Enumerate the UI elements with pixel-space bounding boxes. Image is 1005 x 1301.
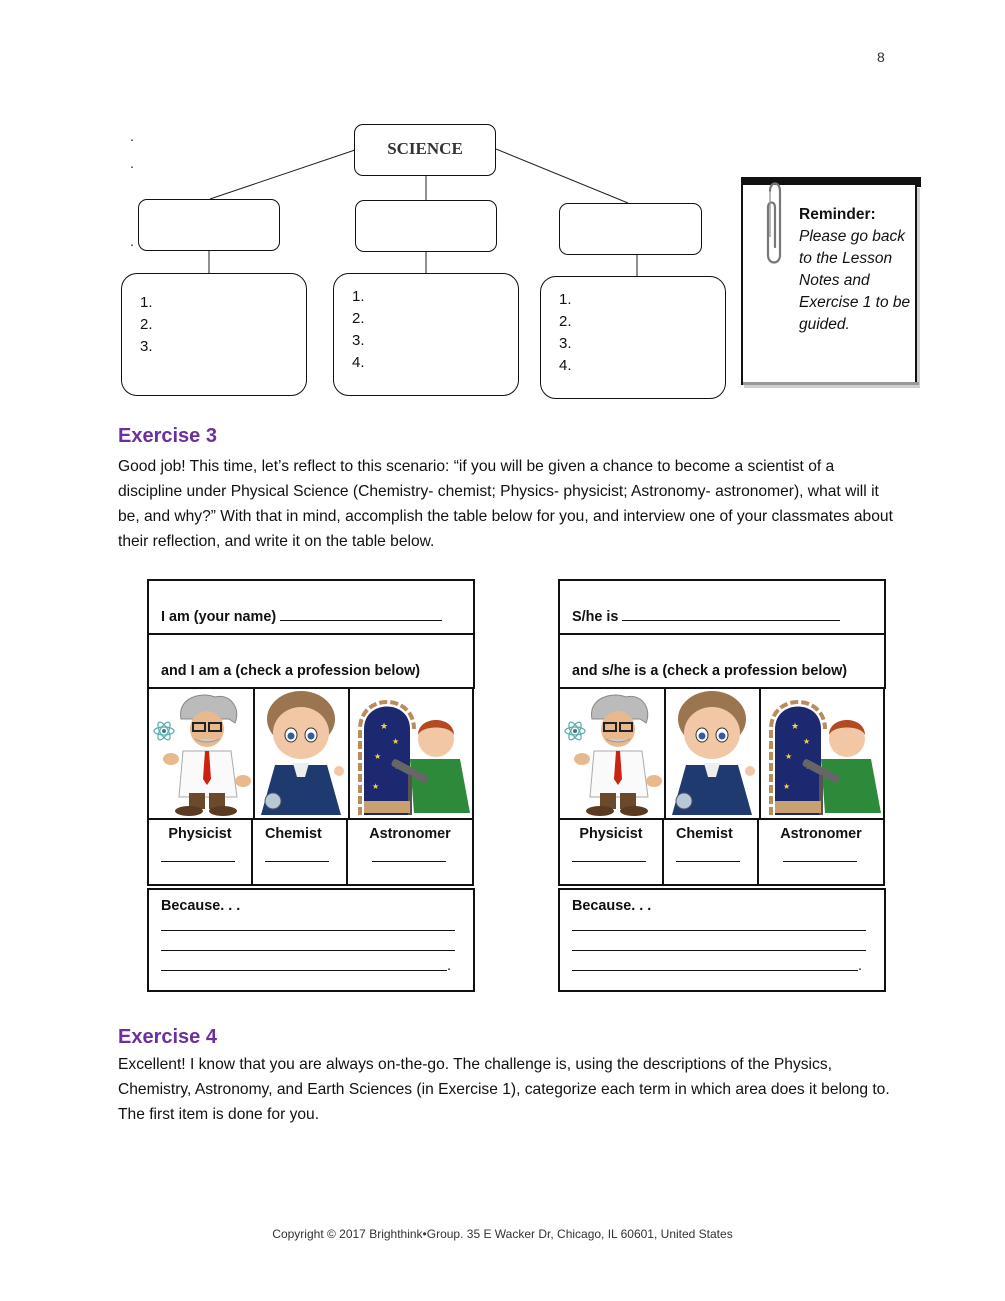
physicist-check-cell[interactable]: [147, 818, 253, 886]
svg-text:★: ★: [380, 721, 389, 731]
name-row: [147, 579, 475, 635]
chemist-label: Chemist: [676, 826, 733, 842]
chemist-check-cell[interactable]: [662, 818, 759, 886]
end-mark: .: [858, 958, 862, 974]
branch-list-box-3[interactable]: [540, 276, 726, 399]
chemist-image-cell: [664, 687, 761, 820]
chemist-check-line[interactable]: [265, 861, 329, 862]
physicist-check-cell[interactable]: [558, 818, 664, 886]
reminder-note: [741, 177, 922, 389]
physicist-check-line[interactable]: [161, 861, 235, 862]
page-number: 8: [877, 49, 885, 65]
svg-text:★: ★: [374, 752, 382, 761]
list-item: 2.: [352, 310, 365, 327]
physicist-image-cell: [558, 687, 666, 820]
because-line-1[interactable]: [161, 930, 455, 931]
branch-label-box-2[interactable]: [355, 200, 497, 252]
branch-list-1: [140, 292, 153, 358]
chemist-label: Chemist: [265, 826, 322, 842]
svg-text:★: ★: [803, 737, 811, 746]
svg-text:★: ★: [372, 782, 380, 791]
astronomer-check-cell[interactable]: [757, 818, 885, 886]
chemist-check-cell[interactable]: [251, 818, 348, 886]
exercise-3-instructions: Good job! This time, let’s reflect to this scenario: “if you will be given a chance to become a scientist of a discipline under Physical Science (Chemistry- chemist; Physics- physicist; Astronomy- astronomer), what will it be, and why?” With that in mind, accomplish the table below for you, and interview one of your classmates about their reflection, and write it on the table below.: [118, 458, 893, 550]
because-line-3[interactable]: [572, 970, 858, 971]
svg-text:★: ★: [791, 721, 800, 731]
list-item: 1.: [352, 288, 365, 305]
because-line-2[interactable]: [572, 950, 866, 951]
physicist-cartoon-icon: [560, 689, 664, 817]
list-item: 3.: [559, 335, 572, 352]
paperclip-icon: [761, 177, 789, 267]
svg-text:★: ★: [392, 737, 400, 746]
svg-text:★: ★: [785, 752, 793, 761]
name-blank-field[interactable]: [280, 619, 442, 621]
chemist-cartoon-icon: [666, 689, 759, 817]
classmate-profession-prompt-row: [558, 633, 886, 689]
because-label: Because. . .: [572, 898, 652, 914]
astronomer-check-line[interactable]: [783, 861, 857, 862]
physicist-label: Physicist: [168, 826, 232, 842]
chemist-cartoon-icon: [255, 689, 348, 817]
svg-text:★: ★: [783, 782, 791, 791]
because-row: [147, 888, 475, 992]
list-item: 3.: [140, 338, 153, 355]
exercise-4-instructions: Excellent! I know that you are always on-the-go. The challenge is, using the descriptions of the Physics, Chemistry, Astronomy, and Earth Sciences (in Exercise 1), categorize each term in which area does it belong to. The first item is done for you.: [118, 1056, 890, 1123]
classmate-name-prompt: [572, 609, 840, 625]
list-item: 4.: [559, 357, 572, 374]
branch-list-box-2[interactable]: [333, 273, 519, 396]
list-item: 3.: [352, 332, 365, 349]
physicist-image-cell: [147, 687, 255, 820]
name-prompt: [161, 609, 442, 625]
name-prompt-text: I am (your name): [161, 609, 277, 625]
profession-prompt: and I am a (check a profession below): [161, 663, 421, 679]
self-reflection-table: [147, 579, 474, 992]
because-line-1[interactable]: [572, 930, 866, 931]
branch-list-box-1[interactable]: [121, 273, 307, 396]
because-line-3[interactable]: [161, 970, 447, 971]
because-line-2[interactable]: [161, 950, 455, 951]
list-item: 1.: [140, 294, 153, 311]
exercise-4-heading: Exercise 4: [118, 1026, 217, 1048]
astronomer-image-cell: [348, 687, 474, 820]
physicist-label: Physicist: [579, 826, 643, 842]
astronomer-label: Astronomer: [369, 826, 451, 842]
astronomer-label: Astronomer: [780, 826, 862, 842]
classmate-reflection-table: [558, 579, 885, 992]
chemist-image-cell: [253, 687, 350, 820]
astronomer-cartoon-icon: [761, 689, 883, 817]
stray-mark: .: [130, 155, 134, 171]
branch-label-box-1[interactable]: [138, 199, 280, 251]
astronomer-check-line[interactable]: [372, 861, 446, 862]
note-bottom-edge: [743, 382, 919, 385]
concept-map-root: SCIENCE: [354, 124, 496, 176]
physicist-cartoon-icon: [149, 689, 253, 817]
physicist-check-line[interactable]: [572, 861, 646, 862]
astronomer-check-cell[interactable]: [346, 818, 474, 886]
end-mark: .: [447, 958, 451, 974]
branch-label-box-3[interactable]: [559, 203, 702, 255]
astronomer-cartoon-icon: [350, 689, 472, 817]
classmate-name-blank-field[interactable]: [622, 619, 840, 621]
chemist-check-line[interactable]: [676, 861, 740, 862]
list-item: 4.: [352, 354, 365, 371]
classmate-name-prompt-text: S/he is: [572, 609, 619, 625]
profession-prompt-row: [147, 633, 475, 689]
because-row: [558, 888, 886, 992]
list-item: 1.: [559, 291, 572, 308]
branch-list-2: [352, 286, 365, 374]
reminder-text: [799, 204, 919, 336]
stray-mark: .: [130, 128, 134, 144]
copyright-footer: Copyright © 2017 Brighthink•Group. 35 E Wacker Dr, Chicago, IL 60601, United States: [272, 1227, 733, 1241]
classmate-name-row: [558, 579, 886, 635]
reminder-title: Reminder:: [799, 206, 876, 223]
exercise-3-heading: Exercise 3: [118, 425, 217, 447]
reminder-message: Please go back to the Lesson Notes and Exercise 1 to be guided.: [799, 228, 911, 333]
list-item: 2.: [559, 313, 572, 330]
list-item: 2.: [140, 316, 153, 333]
astronomer-image-cell: [759, 687, 885, 820]
because-label: Because. . .: [161, 898, 241, 914]
branch-list-3: [559, 289, 572, 377]
classmate-profession-prompt: and s/he is a (check a profession below): [572, 663, 848, 679]
stray-mark: .: [130, 233, 134, 249]
